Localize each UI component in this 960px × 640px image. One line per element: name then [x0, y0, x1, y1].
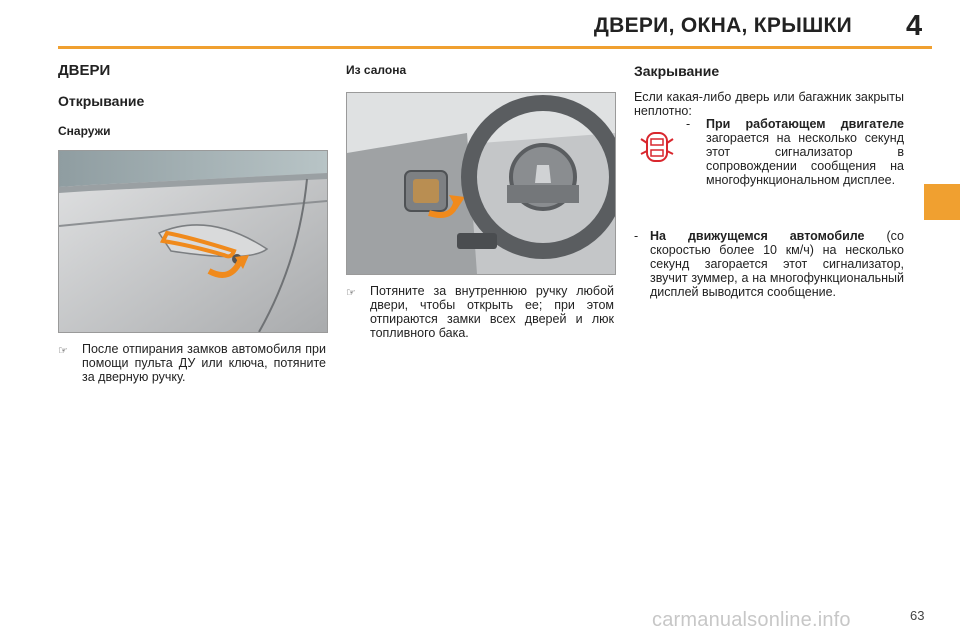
closing-item-bold: На движущемся автомобиле [650, 229, 865, 243]
interior-cabin-illustration [347, 93, 615, 274]
sub-subsection-outside: Снаружи [58, 124, 111, 138]
list-dash: - [686, 117, 691, 131]
bullet-text-middle: Потяните за внутреннюю ручку любой двери, чтобы открыть ее; при этом отпираются замки всех дверей и люк топливного бака. [370, 284, 614, 340]
header-rule [58, 46, 932, 49]
watermark: carmanualsonline.info [652, 609, 851, 631]
closing-item-moving [634, 229, 904, 299]
sub-subsection-inside: Из салона [346, 63, 407, 77]
chapter-side-tab [924, 184, 960, 220]
closing-intro-text: Если какая-либо дверь или багажник закрыты неплотно: [634, 90, 904, 118]
subsection-title-closing: Закрывание [634, 63, 720, 79]
closing-item-engine-running [686, 117, 904, 187]
subsection-title-opening: Открывание [58, 93, 145, 109]
bullet-icon-middle: ☞ [346, 287, 356, 299]
page-number: 63 [910, 608, 925, 623]
exterior-door-handle-figure [58, 150, 328, 333]
bullet-text-left: После отпирания замков автомобиля при помощи пульта ДУ или ключа, потяните за дверную ручку. [82, 342, 326, 384]
closing-item-text: загорается на несколько секунд этот сигнализатор в сопровождении сообщения на многофункциональном дисплее. [706, 131, 904, 187]
chapter-title: ДВЕРИ, ОКНА, КРЫШКИ [593, 14, 852, 37]
list-dash: - [634, 229, 639, 243]
section-title: ДВЕРИ [58, 62, 111, 79]
exterior-door-illustration [59, 151, 327, 332]
closing-item-text: (со скоростью более 10 км/ч) на несколько секунд загорается этот сигнализатор, звучит зуммер, а на многофункциональный дисплей выводится сообщение. [650, 229, 904, 299]
interior-handle-figure [346, 92, 616, 275]
closing-item-bold: При работающем двигателе [706, 117, 904, 131]
chapter-number: 4 [906, 10, 923, 42]
bullet-icon-left: ☞ [58, 345, 68, 357]
open-door-warning-icon [640, 130, 674, 164]
